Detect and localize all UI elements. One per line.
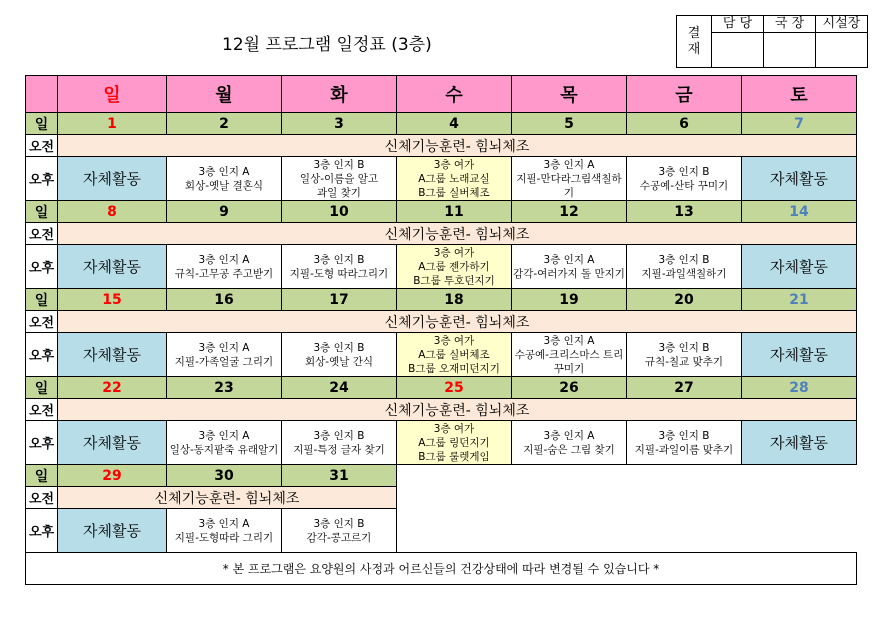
activity-cell — [167, 245, 282, 289]
am-program-cell: 신체기능훈련- 힘뇌체조 — [58, 223, 857, 245]
weekday-header: 화 — [282, 76, 397, 113]
date-cell: 3 — [282, 113, 397, 135]
row-label-date: 일 — [26, 113, 58, 135]
activity-line: B그룹 실버체조 — [418, 186, 490, 199]
approval-sign-director — [764, 33, 816, 68]
date-cell: 8 — [58, 201, 167, 223]
pm-row — [26, 245, 857, 289]
activity-line: A그룹 링던지기 — [418, 436, 490, 449]
activity-line: 3층 여가 — [433, 334, 475, 347]
activity-line: 수공예-크리스마스 트리 — [514, 348, 624, 361]
activity-line: 3층 인지 A — [198, 517, 250, 530]
activity-line: 지필-도형 따라그리기 — [289, 267, 389, 280]
activity-cell — [512, 157, 627, 201]
activity-cell — [627, 333, 742, 377]
notice-text: * 본 프로그램은 요양원의 사정과 어르신들의 건강상태에 따라 변경될 수 있습니다 * — [26, 553, 857, 585]
activity-line: 3층 인지 A — [543, 334, 595, 347]
weekday-header: 월 — [167, 76, 282, 113]
activity-line: 지필-과일색칠하기 — [641, 267, 727, 280]
approval-sign-head — [816, 33, 868, 68]
date-cell: 12 — [512, 201, 627, 223]
date-cell: 1 — [58, 113, 167, 135]
activity-cell — [627, 245, 742, 289]
date-cell: 11 — [397, 201, 512, 223]
pm-row — [26, 157, 857, 201]
activity-cell — [627, 157, 742, 201]
row-label-am: 오전 — [26, 223, 58, 245]
activity-line: B그룹 투호던지기 — [413, 274, 495, 287]
activity-line: A그룹 젠가하기 — [418, 260, 490, 273]
activity-line: 3층 여가 — [433, 158, 475, 171]
date-cell: 24 — [282, 377, 397, 399]
activity-cell — [167, 421, 282, 465]
am-program-cell: 신체기능훈련- 힘뇌체조 — [58, 311, 857, 333]
activity-line: 3층 여가 — [433, 246, 475, 259]
date-cell: 4 — [397, 113, 512, 135]
self-activity-cell: 자체활동 — [58, 333, 167, 377]
row-label-date: 일 — [26, 377, 58, 399]
date-cell: 23 — [167, 377, 282, 399]
activity-line: A그룹 실버체조 — [418, 348, 490, 361]
activity-line: 규칙-고무공 주고받기 — [174, 267, 274, 280]
weekday-header: 목 — [512, 76, 627, 113]
weekday-header: 일 — [58, 76, 167, 113]
approval-box — [676, 15, 868, 68]
activity-line: 꾸미기 — [553, 362, 585, 375]
activity-line: 지필-가족얼굴 그리기 — [174, 355, 274, 368]
activity-line: 지필-만다라그림색칠하기 — [516, 172, 622, 199]
date-row — [26, 113, 857, 135]
activity-cell — [167, 157, 282, 201]
date-cell: 14 — [742, 201, 857, 223]
activity-cell — [167, 509, 282, 553]
date-cell: 26 — [512, 377, 627, 399]
activity-line: 3층 인지 B — [658, 429, 710, 442]
date-cell: 28 — [742, 377, 857, 399]
row-label-pm: 오후 — [26, 245, 58, 289]
activity-line: 3층 인지 A — [198, 341, 250, 354]
row-label-date: 일 — [26, 201, 58, 223]
activity-line: 3층 여가 — [433, 422, 475, 435]
row-label-pm: 오후 — [26, 421, 58, 465]
date-cell: 6 — [627, 113, 742, 135]
self-activity-cell: 자체활동 — [742, 421, 857, 465]
activity-line: 3층 인지 B — [313, 158, 365, 171]
date-cell: 15 — [58, 289, 167, 311]
date-cell: 20 — [627, 289, 742, 311]
date-cell: 16 — [167, 289, 282, 311]
activity-line: 3층 인지 A — [198, 429, 250, 442]
activity-line: 3층 인지 A — [198, 253, 250, 266]
date-cell: 21 — [742, 289, 857, 311]
row-label-pm: 오후 — [26, 333, 58, 377]
activity-line: 3층 인지 B — [313, 517, 365, 530]
date-cell: 2 — [167, 113, 282, 135]
date-cell: 9 — [167, 201, 282, 223]
activity-line: 3층 인지 B — [313, 429, 365, 442]
row-label-am: 오전 — [26, 487, 58, 509]
activity-cell — [397, 245, 512, 289]
activity-cell — [282, 157, 397, 201]
weekday-header: 수 — [397, 76, 512, 113]
activity-line: 감각-여러가지 돌 만지기 — [513, 267, 625, 280]
row-label-pm: 오후 — [26, 157, 58, 201]
schedule-table — [25, 75, 857, 585]
activity-line: 3층 인지 B — [313, 253, 365, 266]
pm-row — [26, 421, 857, 465]
date-row — [26, 465, 857, 487]
am-program-cell: 신체기능훈련- 힘뇌체조 — [58, 135, 857, 157]
am-row — [26, 223, 857, 245]
activity-line: B그룹 오재미던지기 — [408, 362, 500, 375]
am-row — [26, 135, 857, 157]
activity-line: 회상-옛날 간식 — [305, 355, 373, 368]
activity-line: 지필-과일이름 맞추기 — [634, 443, 734, 456]
approval-sign-staff — [712, 33, 764, 68]
date-cell: 25 — [397, 377, 512, 399]
weekday-header: 토 — [742, 76, 857, 113]
self-activity-cell: 자체활동 — [58, 421, 167, 465]
row-label-am: 오전 — [26, 399, 58, 421]
activity-line: 수공예-산타 꾸미기 — [639, 179, 729, 192]
am-row — [26, 311, 857, 333]
am-row — [26, 399, 857, 421]
date-row — [26, 201, 857, 223]
activity-cell — [397, 421, 512, 465]
activity-line: 지필-특정 글자 찾기 — [293, 443, 385, 456]
activity-line: 지필-숨은 그림 찾기 — [523, 443, 615, 456]
activity-cell — [282, 509, 397, 553]
activity-line: 3층 인지 A — [543, 429, 595, 442]
row-label-pm: 오후 — [26, 509, 58, 553]
activity-line: 지필-도형따라 그리기 — [174, 531, 274, 544]
activity-line: 3층 인지 B — [658, 253, 710, 266]
weekday-header: 금 — [627, 76, 742, 113]
activity-line: 회상-옛날 결혼식 — [184, 179, 264, 192]
empty-area — [397, 465, 857, 553]
activity-line: 3층 인지 A — [543, 253, 595, 266]
activity-cell — [282, 333, 397, 377]
am-program-cell: 신체기능훈련- 힘뇌체조 — [58, 399, 857, 421]
am-program-cell: 신체기능훈련- 힘뇌체조 — [58, 487, 397, 509]
date-cell: 31 — [282, 465, 397, 487]
activity-cell — [282, 421, 397, 465]
activity-cell — [397, 157, 512, 201]
activity-cell — [282, 245, 397, 289]
activity-cell — [627, 421, 742, 465]
activity-cell — [512, 245, 627, 289]
approval-role-head: 시설장 — [816, 16, 868, 33]
date-cell: 22 — [58, 377, 167, 399]
date-cell: 27 — [627, 377, 742, 399]
date-row — [26, 377, 857, 399]
page-title: 12월 프로그램 일정표 (3층) — [222, 35, 432, 55]
date-cell: 13 — [627, 201, 742, 223]
row-label-date: 일 — [26, 289, 58, 311]
activity-line: 일상-동지팥죽 유래알기 — [169, 443, 279, 456]
row-label-date: 일 — [26, 465, 58, 487]
activity-line: 3층 인지 B — [658, 165, 710, 178]
self-activity-cell: 자체활동 — [58, 157, 167, 201]
date-cell: 17 — [282, 289, 397, 311]
activity-line: A그룹 노래교실 — [418, 172, 490, 185]
row-label-am: 오전 — [26, 135, 58, 157]
date-cell: 30 — [167, 465, 282, 487]
activity-line: B그룹 룰렛게임 — [418, 450, 490, 463]
activity-line: 규칙-칠교 맞추기 — [644, 355, 724, 368]
weekday-header-row — [26, 76, 857, 113]
self-activity-cell: 자체활동 — [58, 509, 167, 553]
activity-line: 3층 인지 B — [313, 341, 365, 354]
self-activity-cell: 자체활동 — [742, 245, 857, 289]
date-row — [26, 289, 857, 311]
activity-line: 3층 인지 B — [658, 341, 710, 354]
date-cell: 7 — [742, 113, 857, 135]
activity-line: 감각-콩고르기 — [306, 531, 372, 544]
activity-cell — [512, 421, 627, 465]
date-cell: 5 — [512, 113, 627, 135]
pm-row — [26, 333, 857, 377]
row-label-am: 오전 — [26, 311, 58, 333]
activity-line: 일상-이름을 알고 — [299, 172, 379, 185]
corner-cell — [26, 76, 58, 113]
activity-cell — [397, 333, 512, 377]
activity-cell — [512, 333, 627, 377]
self-activity-cell: 자체활동 — [742, 333, 857, 377]
date-cell: 29 — [58, 465, 167, 487]
approval-label — [677, 16, 712, 68]
date-cell: 10 — [282, 201, 397, 223]
activity-line: 3층 인지 A — [198, 165, 250, 178]
approval-label-bottom: 재 — [687, 41, 701, 57]
date-cell: 18 — [397, 289, 512, 311]
date-cell: 19 — [512, 289, 627, 311]
self-activity-cell: 자체활동 — [58, 245, 167, 289]
activity-cell — [167, 333, 282, 377]
activity-line: 3층 인지 A — [543, 158, 595, 171]
approval-role-staff: 담 당 — [712, 16, 764, 33]
approval-label-top: 결 — [687, 25, 701, 41]
activity-line: 과일 찾기 — [317, 186, 361, 199]
approval-role-director: 국 장 — [764, 16, 816, 33]
self-activity-cell: 자체활동 — [742, 157, 857, 201]
